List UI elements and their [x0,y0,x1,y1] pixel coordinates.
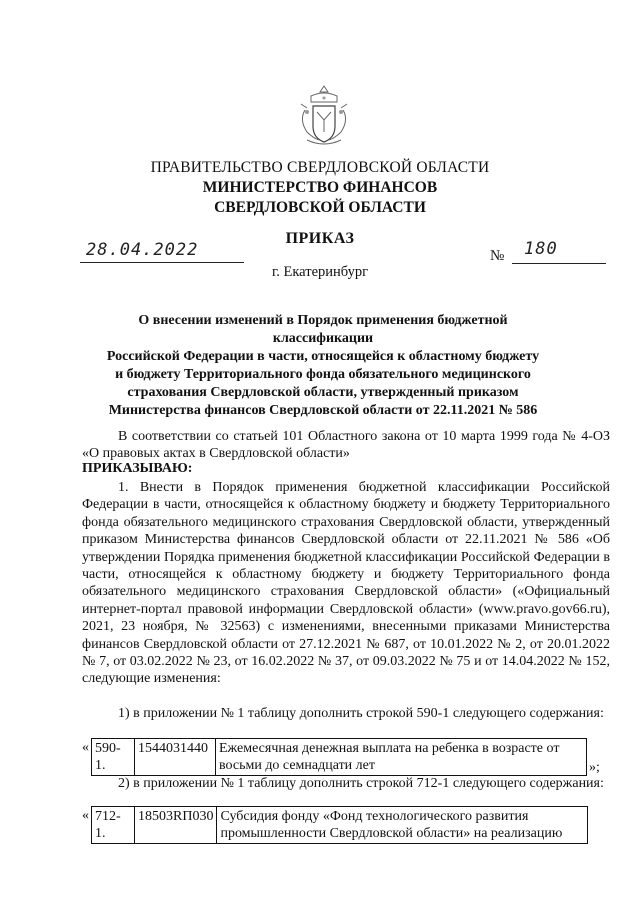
insert-table-712-1 [82,806,610,844]
table-row [82,807,588,844]
open-quote: « [82,807,89,823]
title-line: Российской Федерации в части, относящейся к областному бюджету [106,349,540,364]
clause-1-paragraph: 1. Внести в Порядок применения бюджетной классификации Российской Федерации в части, относящейся к областному бюджету и бюджету Территориального фонда обязательного медицинского страхования Свердловской области, утвержденный приказом Министерства финансов Свердловской области от 22.11.2021 № 586 «Об утверждении Порядка применения бюджетной классификации Российской Федерации в части, относящейся к областному бюджету и бюджету Территориального фонда обязательного медицинского страхования Свердловской области» («Официальный интернет-портал правовой информации Свердловской области» (www.pravo.gov66.ru), 2021, 23 ноября, № 32563) с изменениями, внесенными приказами Министерства финансов Свердловской области от 27.12.2021 № 687, от 10.01.2022 № 2, от 20.01.2022 № 7, от 03.02.2022 № 23, от 16.02.2022 № 37, от 09.03.2022 № 75 и от 14.04.2022 № 152, следующие изменения: [82,480,610,687]
city: г. Екатеринбург [271,264,369,280]
description-cell: Субсидия фонду «Фонд технологического развития промышленности Свердловской области» на реализацию [217,807,588,844]
code-cell: 1544031440 [135,739,216,776]
document-title [88,312,558,420]
coat-of-arms-emblem [293,82,355,150]
order-keyword: ПРИКАЗЫВАЮ: [82,461,193,476]
title-line: Министерства финансов Свердловской области от 22.11.2021 № 586 [108,403,538,418]
document-number: 180 [524,239,558,259]
description-cell: Ежемесячная денежная выплата на ребенка в возрасте от восьми до семнадцати лет [216,739,587,776]
open-quote: « [82,739,89,755]
title-line: и бюджету Территориального фонда обязательного медицинского [115,367,531,382]
title-line: страхования Свердловской области, утвержденный приказом [127,385,519,400]
number-label: № [490,248,505,264]
code-cell: 18503RП030 [135,807,217,844]
title-line: О внесении изменений в Порядок применения бюджетной классификации [138,313,508,346]
subclause-1-paragraph: 1) в приложении № 1 таблицу дополнить строкой 590-1 следующего содержания: [118,706,604,721]
document-date: 28.04.2022 [86,240,199,260]
date-underline [80,261,244,263]
preamble-paragraph: В соответствии со статьей 101 Областного закона от 10 марта 1999 года № 4-ОЗ «О правовых актах в Свердловской области» [82,429,610,462]
ministry-name-line1: МИНИСТЕРСТВО ФИНАНСОВ [202,179,438,196]
row-number-cell: 590-1. [92,739,135,776]
close-quote: »; [589,759,600,775]
government-name: ПРАВИТЕЛЬСТВО СВЕРДЛОВСКОЙ ОБЛАСТИ [150,159,490,176]
insert-table-590-1 [82,738,610,776]
document-type: ПРИКАЗ [285,230,355,247]
row-number-cell: 712-1. [92,807,135,844]
subclause-2-paragraph: 2) в приложении № 1 таблицу дополнить строкой 712-1 следующего содержания: [118,776,604,791]
table-row [82,739,600,776]
ministry-name-line2: СВЕРДЛОВСКОЙ ОБЛАСТИ [214,199,426,216]
